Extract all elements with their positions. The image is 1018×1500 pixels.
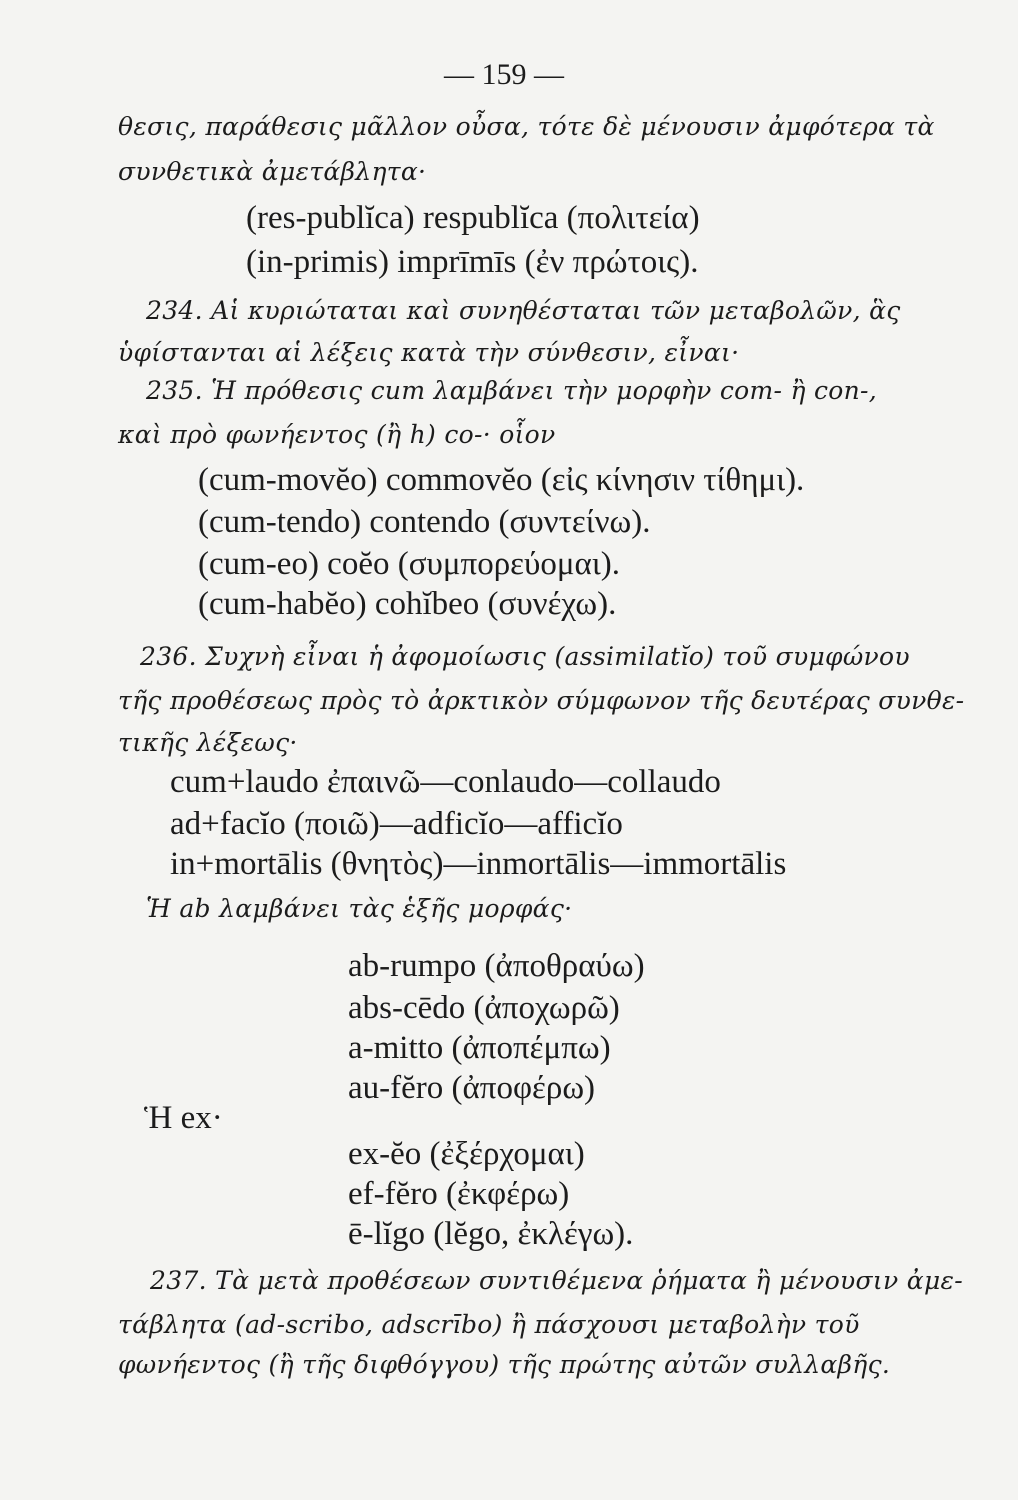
paragraph-237-line: 237. Τὰ μετὰ προθέσεων συντιθέμενα ῥήματα ἢ μένουσιν ἀμε- (150, 1266, 963, 1295)
paragraph-234-line: 234. Αἱ κυριώταται καὶ συνηθέσταται τῶν μεταβολῶν, ἃς (146, 296, 901, 325)
paragraph-line: τῆς προθέσεως πρὸς τὸ ἀρκτικὸν σύμφωνον τῆς δευτέρας συνθε- (118, 686, 965, 715)
example-line: ex-ĕo (ἐξέρχομαι) (348, 1136, 585, 1172)
paragraph-line: συνθετικὰ ἀμετάβλητα· (118, 157, 427, 186)
example-line: (cum-eo) coĕo (συμπορεύομαι). (198, 546, 620, 582)
example-line: au-fĕro (ἀποφέρω) (348, 1070, 596, 1106)
paragraph-235-line: 235. Ἡ πρόθεσις cum λαμβάνει τὴν μορφὴν com- ἢ con-, (146, 376, 878, 405)
paragraph-line: φωνήεντος (ἢ τῆς διφθόγγου) τῆς πρώτης αὐτῶν συλλαβῆς. (118, 1350, 891, 1379)
paragraph-line: καὶ πρὸ φωνήεντος (ἢ h) co-· οἷον (118, 420, 556, 449)
paragraph-line: τάβλητα (ad-scribo, adscrībo) ἢ πάσχουσι μεταβολὴν τοῦ (118, 1310, 860, 1339)
example-line: ē-lĭgo (lĕgo, ἐκλέγω). (348, 1216, 634, 1252)
example-line: ad+facĭo (ποιῶ)—adficĭo—afficĭo (170, 806, 623, 842)
paragraph-line: θεσις, παράθεσις μᾶλλον οὖσα, τότε δὲ μένουσιν ἀμφότερα τὰ (118, 112, 935, 141)
example-line: (cum-movĕo) commovĕo (εἰς κίνησιν τίθημι). (198, 462, 805, 498)
paragraph-line: ὑφίστανται αἱ λέξεις κατὰ τὴν σύνθεσιν, εἶναι· (118, 338, 740, 367)
example-line: (in-primis) imprīmīs (ἐν πρώτοις). (246, 244, 699, 280)
paragraph-line: τικῆς λέξεως· (118, 728, 298, 757)
example-line: (cum-tendo) contendo (συντείνω). (198, 504, 651, 540)
example-line: abs-cēdo (ἀποχωρῶ) (348, 990, 620, 1026)
example-line: ef-fĕro (ἐκφέρω) (348, 1176, 570, 1212)
example-line: cum+laudo ἐπαινῶ—conlaudo—collaudo (170, 764, 721, 800)
example-line: ab-rumpo (ἀποθραύω) (348, 948, 645, 984)
example-line: (res-publĭca) respublĭca (πολιτεία) (246, 200, 700, 236)
example-line: (cum-habĕo) cohĭbeo (συνέχω). (198, 586, 617, 622)
example-line: a-mitto (ἀποπέμπω) (348, 1030, 611, 1066)
page-number: — 159 — (444, 58, 564, 91)
example-line: in+mortālis (θνητὸς)—inmortālis—immortālis (170, 846, 787, 882)
paragraph-line: Ἡ ab λαμβάνει τὰς ἑξῆς μορφάς· (146, 894, 573, 923)
subheading-ex: Ἡ ex· (144, 1100, 223, 1136)
paragraph-236-line: 236. Συχνὴ εἶναι ἡ ἀφομοίωσις (assimilatĭo) τοῦ συμφώνου (140, 642, 910, 671)
